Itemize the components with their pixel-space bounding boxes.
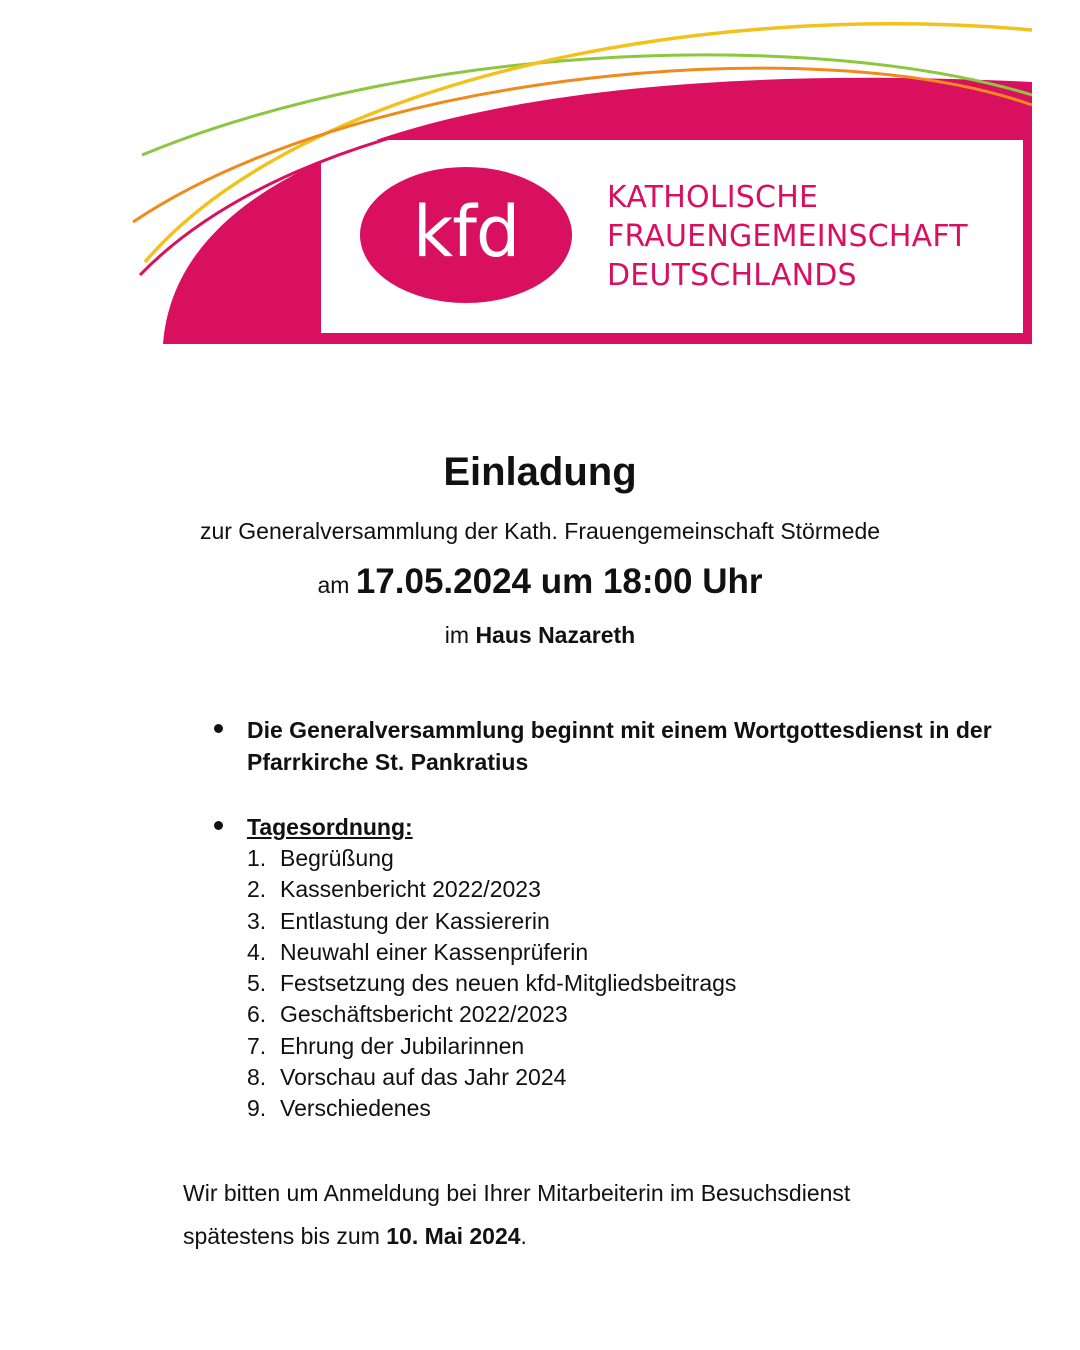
venue-name: Haus Nazareth (475, 622, 636, 648)
bullet-dot (214, 724, 223, 733)
agenda-item-text: Begrüßung (280, 845, 394, 871)
event-datetime: 17.05.2024 um 18:00 Uhr (355, 562, 763, 601)
agenda-item (247, 968, 1014, 999)
venue-line (0, 622, 1080, 649)
bullet-service (214, 714, 1014, 778)
agenda-item-number: 1. (247, 845, 267, 871)
agenda-item-number: 7. (247, 1032, 267, 1059)
agenda-item-text: Entlastung der Kassiererin (280, 907, 550, 934)
agenda-item-text: Neuwahl einer Kassenprüferin (280, 938, 589, 965)
registration-note (183, 1180, 850, 1250)
agenda-list (247, 843, 1014, 1125)
agenda-item-number: 6. (247, 1001, 267, 1028)
venue-prefix: im (444, 622, 470, 648)
agenda-item-number: 8. (247, 1064, 267, 1091)
logo-name-line-2: FRAUENGEMEINSCHAFT (607, 219, 968, 254)
agenda-item (247, 999, 1014, 1030)
logo-name-line-1: KATHOLISCHE (607, 180, 819, 215)
agenda-item (247, 1031, 1014, 1062)
deadline-suffix: . (520, 1223, 527, 1249)
agenda-item (247, 937, 1014, 968)
registration-line-1: Wir bitten um Anmeldung bei Ihrer Mitarbeiterin im Besuchsdienst (183, 1180, 851, 1206)
deadline-prefix: spätestens bis zum (183, 1223, 380, 1249)
logo-name-line-3: DEUTSCHLANDS (607, 258, 857, 293)
agenda-item-text: Kassenbericht 2022/2023 (280, 876, 541, 903)
agenda-item (247, 906, 1014, 937)
invitation-subtitle: zur Generalversammlung der Kath. Frauengemeinschaft Störmede (199, 518, 881, 544)
registration-deadline: 10. Mai 2024 (386, 1223, 521, 1249)
page-title: Einladung (443, 450, 637, 494)
agenda-item-number: 2. (247, 876, 267, 903)
agenda-item-text: Ehrung der Jubilarinnen (280, 1032, 525, 1059)
date-prefix: am (317, 572, 350, 598)
kfd-mark-text: kfd (412, 191, 520, 273)
agenda-item-text: Festsetzung des neuen kfd-Mitgliedsbeitrags (280, 970, 737, 997)
agenda-item-number: 4. (247, 938, 267, 965)
logo-wordmark (607, 178, 968, 295)
agenda-item-text: Geschäftsbericht 2022/2023 (280, 1001, 568, 1028)
agenda-item-number: 3. (247, 907, 267, 934)
service-text: Die Generalversammlung beginnt mit einem Wortgottesdienst in der Pfarrkirche St. Pankratius (247, 717, 992, 775)
kfd-oval-mark (360, 167, 572, 303)
agenda-item (247, 843, 1014, 874)
bullet-dot (214, 821, 223, 830)
agenda-item (247, 874, 1014, 905)
date-line (0, 562, 1080, 602)
agenda-item-number: 5. (247, 970, 267, 997)
agenda-item-number: 9. (247, 1095, 267, 1122)
agenda-item (247, 1062, 1014, 1093)
registration-line-2 (183, 1223, 850, 1250)
bullet-agenda (214, 811, 1014, 1125)
kfd-logo (0, 0, 1080, 360)
agenda-item-text: Vorschau auf das Jahr 2024 (280, 1064, 567, 1091)
agenda-item (247, 1093, 1014, 1124)
agenda-item-text: Verschiedenes (280, 1095, 431, 1122)
agenda-heading: Tagesordnung: (247, 814, 413, 840)
